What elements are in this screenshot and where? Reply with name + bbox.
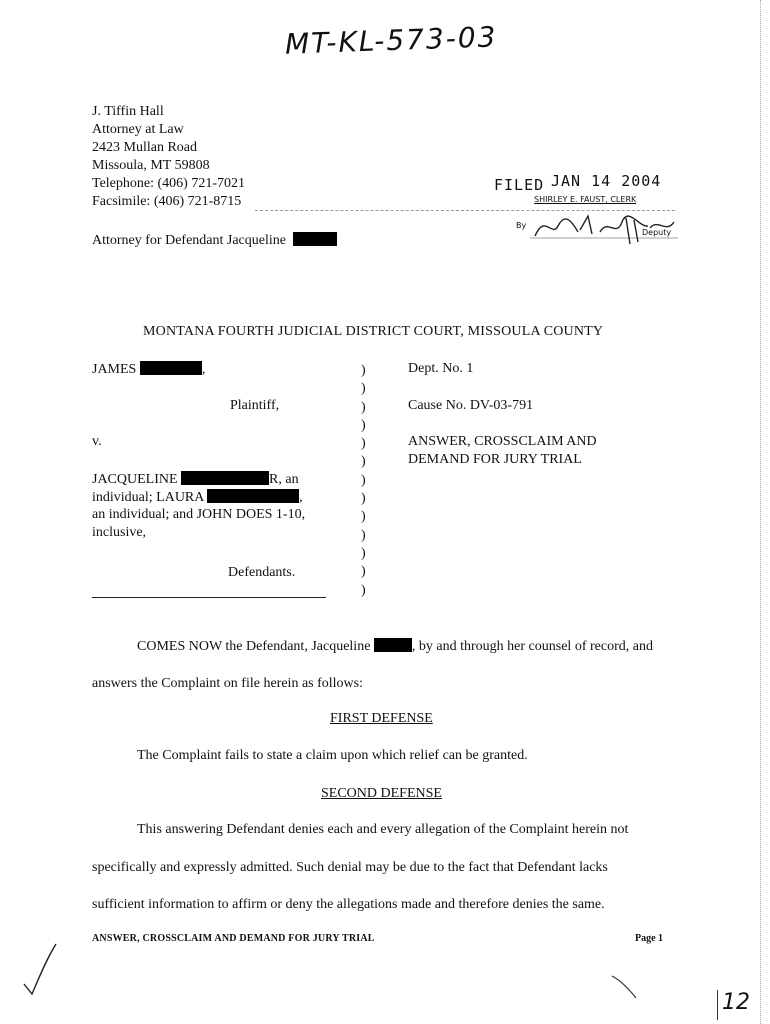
redaction-bar xyxy=(207,489,299,503)
second-defense-line-3: sufficient information to affirm or deny the allegations made and therefore denies the same. xyxy=(92,897,605,912)
footer-page-number: Page 1 xyxy=(635,933,664,944)
first-defense-text: The Complaint fails to state a claim upon which relief can be granted. xyxy=(137,748,528,763)
redaction-bar xyxy=(374,638,412,652)
margin-page-number: 12 xyxy=(722,990,750,1015)
second-defense-heading: SECOND DEFENSE xyxy=(321,786,442,801)
defendant-line-3: an individual; and JOHN DOES 1-10, xyxy=(92,507,306,522)
caption-underline xyxy=(92,597,326,598)
defendant-line-2: individual; LAURA , xyxy=(92,490,303,505)
filed-stamp-date: JAN 14 2004 xyxy=(551,172,662,190)
intro-paragraph-line-1: COMES NOW the Defendant, Jacqueline , by and through her counsel of record, and xyxy=(137,639,653,654)
attorney-name: J. Tiffin Hall xyxy=(92,104,164,119)
plaintiff-name: JAMES , xyxy=(92,362,206,377)
second-defense-line-2: specifically and expressly admitted. Such denial may be due to the fact that Defendant lacks xyxy=(92,860,608,875)
attorney-street: 2423 Mullan Road xyxy=(92,140,197,155)
margin-bracket xyxy=(717,990,718,1020)
intro-paragraph-line-2: answers the Complaint on file herein as follows: xyxy=(92,676,363,691)
dept-number: Dept. No. 1 xyxy=(408,361,474,376)
document-title-line-1: ANSWER, CROSSCLAIM AND xyxy=(408,434,597,449)
court-title: MONTANA FOURTH JUDICIAL DISTRICT COURT, MISSOULA COUNTY xyxy=(143,324,604,339)
attorney-city: Missoula, MT 59808 xyxy=(92,158,210,173)
cause-number: Cause No. DV-03-791 xyxy=(408,398,534,413)
redaction-bar xyxy=(181,471,269,485)
filed-stamp-by: By xyxy=(516,221,527,230)
attorney-title: Attorney at Law xyxy=(92,122,184,137)
checkmark-mark xyxy=(20,940,60,1000)
attorney-telephone: Telephone: (406) 721-7021 xyxy=(92,176,245,191)
attorney-facsimile: Facsimile: (406) 721-8715 xyxy=(92,194,242,209)
second-defense-line-1: This answering Defendant denies each and every allegation of the Complaint herein not xyxy=(137,822,629,837)
first-defense-heading: FIRST DEFENSE xyxy=(330,711,433,726)
document-title-line-2: DEMAND FOR JURY TRIAL xyxy=(408,452,582,467)
caption-parentheses: ) ) ) ) ) ) ) ) ) ) ) ) ) xyxy=(361,363,366,598)
right-edge-scan-border xyxy=(760,0,761,1024)
filed-stamp-deputy: Deputy xyxy=(642,228,672,237)
redaction-bar xyxy=(293,232,337,246)
plaintiff-label: Plaintiff, xyxy=(230,398,280,413)
redaction-bar xyxy=(140,361,202,375)
defendant-line-1: JACQUELINE R, an xyxy=(92,472,299,487)
versus: v. xyxy=(92,434,102,449)
attorney-for-line: Attorney for Defendant Jacqueline xyxy=(92,232,337,249)
handwritten-case-number: MT-KL-573-03 xyxy=(284,20,498,61)
defendant-line-4: inclusive, xyxy=(92,525,147,540)
filed-stamp-label: FILED xyxy=(494,176,545,194)
footer-title: ANSWER, CROSSCLAIM AND DEMAND FOR JURY TRIAL xyxy=(92,933,375,944)
pen-stroke-mark xyxy=(610,972,640,1002)
filed-stamp-clerk: SHIRLEY E. FAUST, CLERK xyxy=(534,195,637,204)
defendants-label: Defendants. xyxy=(228,565,296,580)
